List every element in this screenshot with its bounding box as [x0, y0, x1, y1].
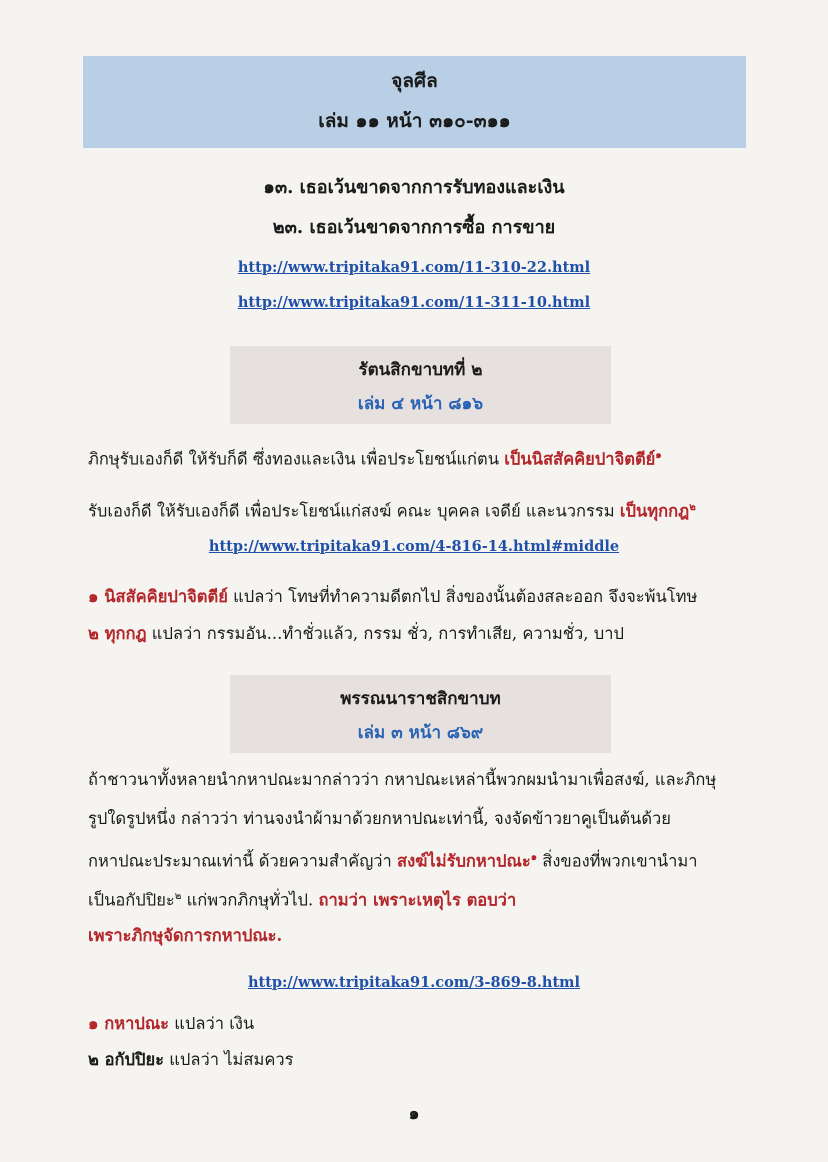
section2-footnote-2: ๒ อกัปปิยะ แปลว่า ไม่สมควร	[88, 1050, 294, 1069]
section2-line5	[88, 920, 748, 952]
section2-line4: เป็นอกัปปิยะ$^๒$ แก่พวกภิกษุทั่วไป. ถามว่า เพราะเหตุไร ตอบว่า	[88, 890, 517, 910]
header-title: จุลศีล	[391, 70, 438, 92]
section2-footnote-1: ๑ กหาปณะ แปลว่า เงิน	[88, 1014, 255, 1033]
section1-ref: เล่ม ๔ หน้า ๘๑๖	[357, 394, 484, 414]
section2-line2: รูปใดรูปหนึ่ง กล่าวว่า ท่านจงนำผ้ามาด้วยกหาปณะเท่านี้, จงจัดข้าวยาคูเป็นต้นด้วย	[88, 809, 671, 828]
link-4-816-14[interactable]: http://www.tripitaka91.com/4-816-14.html#middle	[208, 538, 620, 555]
section2-banner	[230, 675, 611, 753]
section1-footnote-1: ๑ นิสสัคคิยปาจิตตีย์ แปลว่า โทษที่ทำความดีตกไป สิ่งของนั้นต้องสละออก จึงจะพ้นโทษ	[88, 587, 698, 606]
section1-footnote-2: ๒ ทุกกฎ แปลว่า กรรมอัน...ทำชั่วแล้ว, กรรม ชั่ว, การทำเสีย, ความชั่ว, บาป	[88, 624, 624, 643]
header-subtitle: เล่ม ๑๑ หน้า ๓๑๐-๓๑๑	[318, 110, 511, 132]
section2-title: พรรณนาราชสิกขาบท	[340, 689, 501, 709]
term-dukkata: เป็นทุกกฎ	[619, 501, 690, 521]
topic-13: ๑๓. เธอเว้นขาดจากการรับทองและเงิน	[263, 177, 565, 198]
section1-paragraph-line2: รับเองก็ดี ให้รับเองก็ดี เพื่อประโยชน์แก่สงฆ์ คณะ บุคคล เจดีย์ และนวกรรม เป็นทุกกฎ$^๒$	[88, 501, 696, 521]
term-sangha-not-accept: สงฆ์ไม่รับกหาปณะ	[397, 851, 531, 871]
link-3-869-8[interactable]: http://www.tripitaka91.com/3-869-8.html	[247, 974, 581, 991]
answer-because: เพราะภิกษุจัดการกหาปณะ.	[88, 926, 283, 945]
section2-line1: ถ้าชาวนาทั้งหลายนำกหาปณะมากล่าวว่า กหาปณะเหล่านี้พวกผมนำมาเพื่อสงฆ์, และภิกษุ	[88, 770, 717, 789]
section1-banner	[230, 346, 611, 424]
term-nissaggiya: เป็นนิสสัคคิยปาจิตตีย์	[504, 449, 656, 469]
page-number: ๑	[408, 1104, 420, 1124]
link-11-310-22[interactable]: http://www.tripitaka91.com/11-310-22.html	[237, 259, 591, 276]
section2-line3: กหาปณะประมาณเท่านี้ ด้วยความสำคัญว่า สงฆ์ไม่รับกหาปณะ$^๑$ สิ่งของที่พวกเขานำมา	[88, 851, 698, 871]
header-banner	[83, 56, 746, 148]
link-11-311-10[interactable]: http://www.tripitaka91.com/11-311-10.html	[237, 294, 591, 311]
question-why: ถามว่า เพราะเหตุไร ตอบว่า	[318, 890, 517, 910]
topic-23: ๒๓. เธอเว้นขาดจากการซื้อ การขาย	[272, 217, 556, 238]
section1-paragraph-line1: ภิกษุรับเองก็ดี ให้รับก็ดี ซึ่งทองและเงิน เพื่อประโยชน์แก่ตน เป็นนิสสัคคิยปาจิตตีย์$^๑$	[88, 449, 662, 469]
section1-title: รัตนสิกขาบทที่ ๒	[358, 360, 483, 380]
section2-ref: เล่ม ๓ หน้า ๘๖๙	[357, 723, 484, 743]
